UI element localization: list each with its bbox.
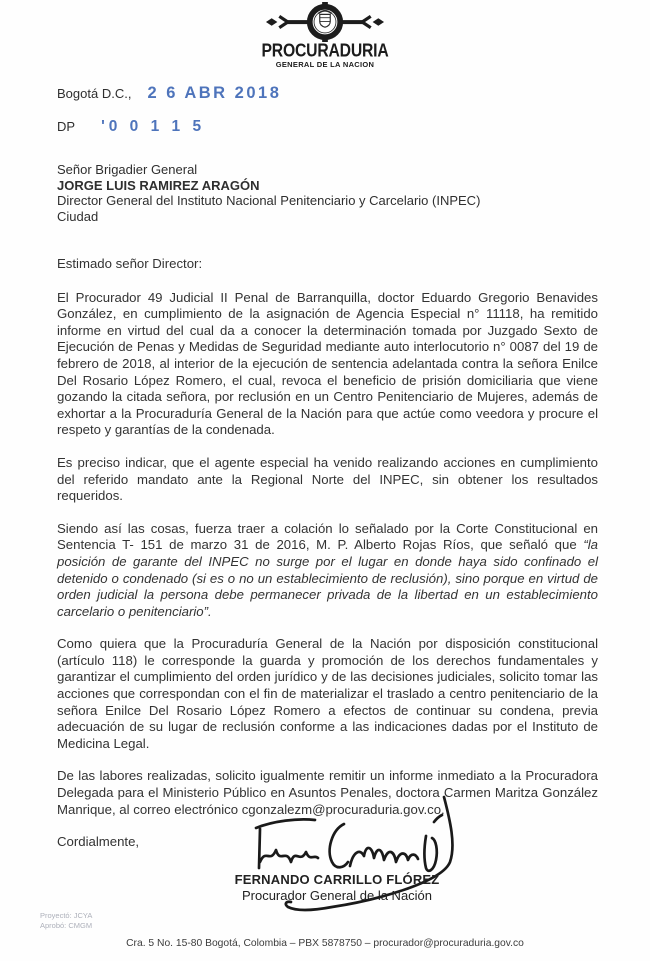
court-quote: “la posición de garante del INPEC no surge por el lugar en donde haya sido confinado el detenido o condenado (si es o no un establecimiento de reclusión), sino porque en virtud de orden judicial la persona debe permanecer privada de la libertad en un establecimiento carcelario o penitenciario”. (57, 537, 598, 619)
prepared-by-note: Proyectó: JCYA (40, 911, 93, 920)
recipient-salutation-line: Señor Brigadier General (57, 162, 198, 177)
body-paragraph-3 (57, 521, 598, 621)
ref-number-stamp: '0 0 1 1 5 (101, 118, 206, 135)
letterhead (250, 2, 400, 69)
body-paragraph-2: Es preciso indicar, que el agente especial ha venido realizando acciones en cumplimiento del referido mandato ante la Regional Norte del INPEC, sin obtener los resultados requeridos. (57, 454, 598, 504)
paragraph-3-lead: Siendo así las cosas, fuerza traer a colación lo señalado por la Corte Constitucional en Sentencia T- 151 de marzo 31 de 2016, M. P. Alberto Rojas Ríos, que señaló que (57, 520, 598, 553)
approved-by-note: Aprobó: CMGM (40, 920, 93, 930)
body-paragraph-1: El Procurador 49 Judicial II Penal de Barranquilla, doctor Eduardo Gregorio Benavides González, en cumplimiento de la asignación de Agencia Especial n° 11118, ha remitido informe en virtud del cual da a conocer la determinación tomada por Juzgado Sexto de Ejecución de Penas y Medidas de Seguridad mediante auto interlocutorio n° 0087 del 19 de febrero de 2018, al interior de la ejecución de sentencia adelantada contra la señora Enilce Del Rosario López Romero, el cual, revoca el beneficio de prisión domiciliaria que viene gozando la citada señora, por reclusión en un Centro Penitenciario de Mujeres, además de exhortar a la Procuraduría General de la Nación para que actúe como veedora y procure el respeto y garantías de la condenada. (57, 289, 598, 438)
body-paragraph-4: Como quiera que la Procuraduría General de la Nación por disposición constitucional (artículo 118) le corresponde la guarda y promoción de los derechos fundamentales y garantizar el cumplimiento del orden jurídico y de las decisiones judiciales, solicito tomar las acciones que correspondan con el fin de materializar el traslado a centro penitenciario de la señora Enilce Del Rosario López Romero a efectos de continuar su condena, previa adecuación de su lugar de reclusión conforme a las indicaciones dadas por el Instituto de Medicina Legal. (57, 636, 598, 751)
date-stamp: 2 6 ABR 2018 (147, 84, 282, 102)
signer-block (235, 872, 440, 903)
org-name: PROCURADURIA (261, 41, 389, 62)
org-subname: GENERAL DE LA NACION (275, 60, 375, 69)
recipient-title: Director General del Instituto Nacional Penitenciario y Carcelario (INPEC) (57, 193, 481, 209)
body-paragraph-5: De las labores realizadas, solicito igualmente remitir un informe inmediato a la Procuradora Delegada para el Ministerio Público en Asuntos Penales, doctora Carmen Maritza González Manrique, al correo electrónico cgonzalezm@procuraduria.gov.co. (57, 768, 598, 817)
salutation: Estimado señor Director: (57, 256, 203, 271)
city-label: Bogotá D.C., (57, 86, 132, 101)
valediction: Cordialmente, (57, 834, 140, 850)
signer-name: FERNANDO CARRILLO FLÓREZ (234, 872, 440, 887)
date-row (57, 84, 281, 103)
drafting-notes (40, 911, 92, 930)
recipient-name: JORGE LUIS RAMIREZ ARAGÓN (57, 177, 260, 193)
letter-body (57, 256, 598, 867)
recipient-city: Ciudad (57, 208, 99, 224)
signer-title: Procurador General de la Nación (241, 888, 433, 903)
ref-label: DP (57, 119, 76, 134)
procuraduria-seal-icon (255, 2, 395, 42)
reference-row (57, 118, 205, 136)
footer-address: Cra. 5 No. 15-80 Bogotá, Colombia – PBX 5878750 – procurador@procuraduria.gov.co (126, 938, 524, 949)
recipient-block (57, 162, 480, 224)
